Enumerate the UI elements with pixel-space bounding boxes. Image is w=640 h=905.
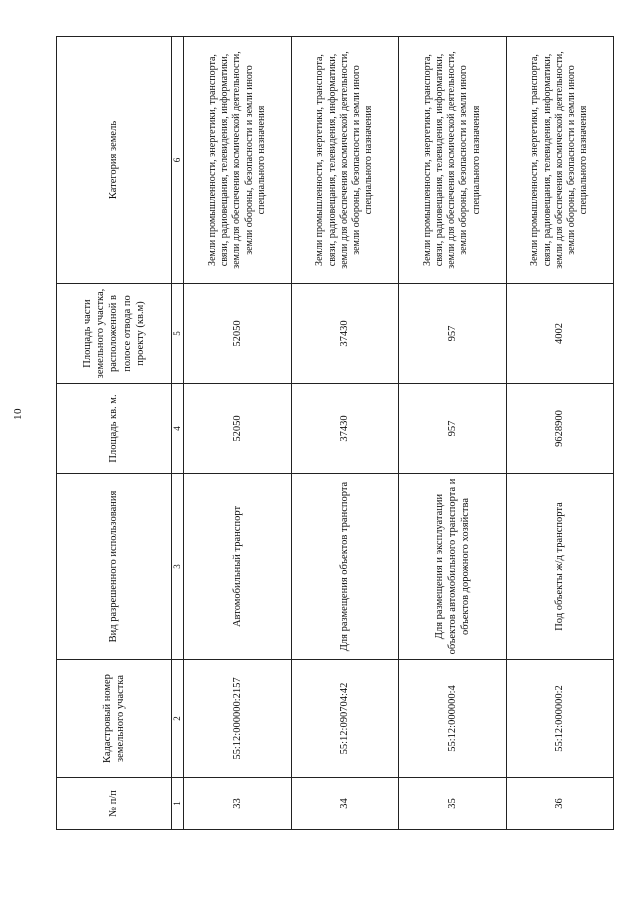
land-category: Земли промышленности, энергетики, транспорта, связи, радиовещания, телевидения, информатики, земли для обеспечения космической деятельности, земли обороны, безопасности и земли иного специального назначения <box>399 37 506 284</box>
header-land-category: Категория земель <box>57 37 172 284</box>
land-plots-table <box>56 36 614 830</box>
cadastral-number: 55:12:000000:2 <box>506 660 613 778</box>
permitted-use: Под объекты ж/д транспорта <box>506 474 613 660</box>
land-plots-table-rotated <box>56 37 614 830</box>
table-row <box>506 37 613 830</box>
column-number: 6 <box>172 37 184 284</box>
row-number: 34 <box>291 778 398 830</box>
area: 37430 <box>291 384 398 474</box>
permitted-use: Для размещения и эксплуатации объектов автомобильного транспорта и объектов дорожного хозяйства <box>399 474 506 660</box>
header-number: № п/п <box>57 778 172 830</box>
column-number: 3 <box>172 474 184 660</box>
area: 9628900 <box>506 384 613 474</box>
area: 52050 <box>184 384 291 474</box>
part-area: 957 <box>399 284 506 384</box>
page-number: 10 <box>12 408 24 420</box>
column-number-row <box>172 37 184 830</box>
land-category: Земли промышленности, энергетики, транспорта, связи, радиовещания, телевидения, информатики, земли для обеспечения космической деятельности, земли обороны, безопасности и земли иного специального назначения <box>184 37 291 284</box>
table-row <box>291 37 398 830</box>
header-area: Площадь кв. м. <box>57 384 172 474</box>
part-area: 37430 <box>291 284 398 384</box>
column-number: 2 <box>172 660 184 778</box>
cadastral-number: 55:12:090704:42 <box>291 660 398 778</box>
header-permitted-use: Вид разрешенного использования <box>57 474 172 660</box>
column-number: 5 <box>172 284 184 384</box>
permitted-use: Для размещения объектов транспорта <box>291 474 398 660</box>
row-number: 33 <box>184 778 291 830</box>
row-number: 35 <box>399 778 506 830</box>
permitted-use: Автомобильный транспорт <box>184 474 291 660</box>
column-number: 4 <box>172 384 184 474</box>
header-row <box>57 37 172 830</box>
row-number: 36 <box>506 778 613 830</box>
land-category: Земли промышленности, энергетики, транспорта, связи, радиовещания, телевидения, информатики, земли для обеспечения космической деятельности, земли обороны, безопасности и земли иного специального назначения <box>291 37 398 284</box>
cadastral-number: 55:12:000000:2157 <box>184 660 291 778</box>
table-row <box>184 37 291 830</box>
header-part-area: Площадь части земельного участка, расположенной в полосе отвода по проекту (кв.м) <box>57 284 172 384</box>
area: 957 <box>399 384 506 474</box>
column-number: 1 <box>172 778 184 830</box>
part-area: 4002 <box>506 284 613 384</box>
part-area: 52050 <box>184 284 291 384</box>
header-cadastral-number: Кадастровый номер земельного участка <box>57 660 172 778</box>
land-category: Земли промышленности, энергетики, транспорта, связи, радиовещания, телевидения, информатики, земли для обеспечения космической деятельности, земли обороны, безопасности и земли иного специального назначения <box>506 37 613 284</box>
table-row <box>399 37 506 830</box>
cadastral-number: 55:12:000000:4 <box>399 660 506 778</box>
